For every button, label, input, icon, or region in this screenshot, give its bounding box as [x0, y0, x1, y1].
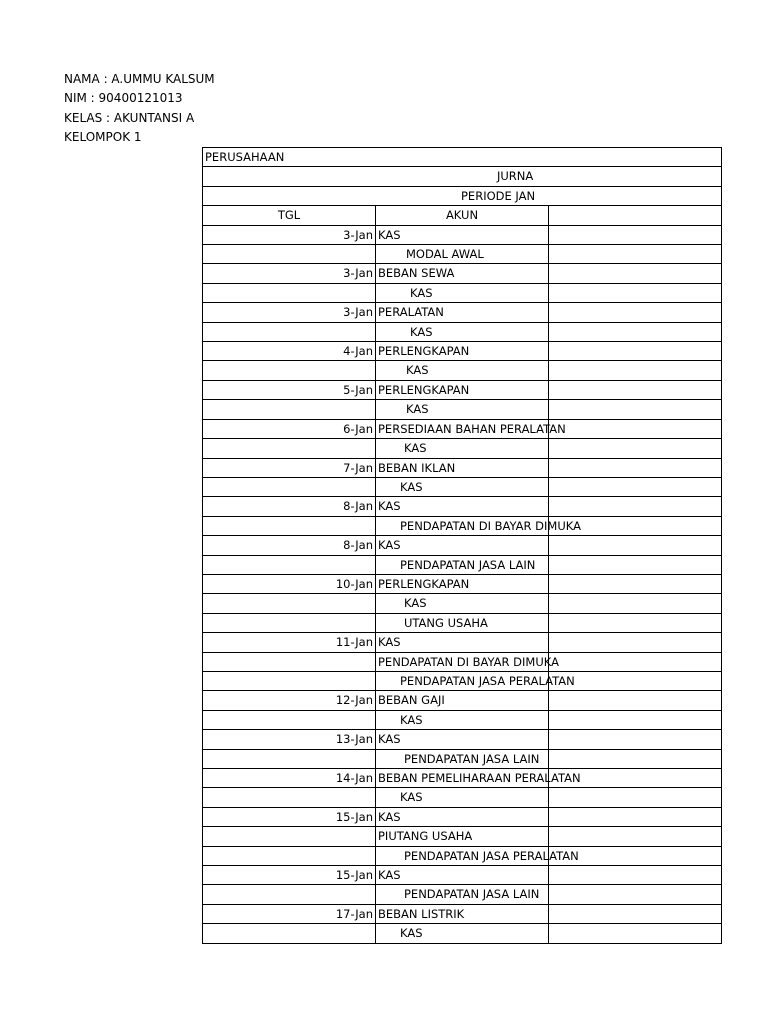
journal-debit-cell [549, 555, 722, 574]
journal-date-cell [203, 710, 376, 729]
journal-row [203, 555, 722, 574]
journal-header [203, 148, 722, 206]
journal-debit-cell [549, 477, 722, 496]
journal-account-cell: PENDAPATAN DI BAYAR DIMUKA [376, 516, 549, 535]
company-title: PERUSAHAAN [203, 148, 722, 167]
journal-debit-cell [549, 497, 722, 516]
journal-date-cell: 8-Jan [203, 536, 376, 555]
journal-account-cell: KAS [376, 322, 549, 341]
journal-row [203, 536, 722, 555]
journal-row [203, 342, 722, 361]
journal-date-cell [203, 400, 376, 419]
journal-debit-cell [549, 380, 722, 399]
journal-debit-cell [549, 458, 722, 477]
journal-debit-cell [549, 904, 722, 923]
journal-account-cell: PENDAPATAN JASA LAIN [376, 749, 549, 768]
journal-row [203, 458, 722, 477]
journal-date-cell: 17-Jan [203, 904, 376, 923]
journal-account-cell: KAS [376, 536, 549, 555]
journal-account-cell: KAS [376, 477, 549, 496]
journal-account-cell: KAS [376, 225, 549, 244]
journal-date-cell: 7-Jan [203, 458, 376, 477]
student-name: NAMA : A.UMMU KALSUM [64, 72, 215, 86]
column-header-account: AKUN [376, 206, 549, 225]
journal-account-cell: PERLENGKAPAN [376, 380, 549, 399]
journal-account-cell: KAS [376, 730, 549, 749]
journal-row [203, 885, 722, 904]
journal-date-cell: 10-Jan [203, 574, 376, 593]
column-header-date: TGL [203, 206, 376, 225]
journal-debit-cell [549, 303, 722, 322]
journal-row [203, 594, 722, 613]
journal-row [203, 710, 722, 729]
journal-date-cell [203, 788, 376, 807]
journal-row [203, 691, 722, 710]
journal-debit-cell [549, 264, 722, 283]
journal-account-cell: PERSEDIAAN BAHAN PERALATAN [376, 419, 549, 438]
journal-account-cell: KAS [376, 710, 549, 729]
journal-debit-cell [549, 788, 722, 807]
journal-debit-cell [549, 594, 722, 613]
journal-account-cell: BEBAN LISTRIK [376, 904, 549, 923]
journal-debit-cell [549, 283, 722, 302]
journal-debit-cell [549, 710, 722, 729]
journal-account-cell: PENDAPATAN JASA PERALATAN [376, 671, 549, 690]
journal-debit-cell [549, 225, 722, 244]
journal-account-cell: KAS [376, 807, 549, 826]
journal-row [203, 924, 722, 943]
journal-debit-cell [549, 691, 722, 710]
journal-debit-cell [549, 807, 722, 826]
journal-row [203, 904, 722, 923]
journal-date-cell: 13-Jan [203, 730, 376, 749]
journal-date-cell [203, 283, 376, 302]
journal-date-cell [203, 827, 376, 846]
journal-account-cell: MODAL AWAL [376, 245, 549, 264]
journal-account-cell: BEBAN IKLAN [376, 458, 549, 477]
journal-date-cell [203, 245, 376, 264]
journal-debit-cell [549, 885, 722, 904]
student-nim: NIM : 90400121013 [64, 91, 183, 106]
journal-account-cell: KAS [376, 361, 549, 380]
journal-account-cell: KAS [376, 924, 549, 943]
journal-row [203, 516, 722, 535]
journal-table [202, 147, 722, 944]
journal-debit-cell [549, 866, 722, 885]
journal-row [203, 361, 722, 380]
journal-debit-cell [549, 342, 722, 361]
journal-account-cell: PIUTANG USAHA [376, 827, 549, 846]
journal-date-cell [203, 749, 376, 768]
journal-row [203, 652, 722, 671]
journal-debit-cell [549, 322, 722, 341]
journal-account-cell: PENDAPATAN DI BAYAR DIMUKA [376, 652, 549, 671]
journal-date-cell [203, 555, 376, 574]
journal-date-cell: 6-Jan [203, 419, 376, 438]
student-class: KELAS : AKUNTANSI A [64, 110, 195, 125]
journal-row [203, 866, 722, 885]
journal-date-cell [203, 924, 376, 943]
journal-date-cell [203, 439, 376, 458]
journal-date-cell: 4-Jan [203, 342, 376, 361]
journal-debit-cell [549, 400, 722, 419]
journal-account-cell: KAS [376, 283, 549, 302]
journal-title: JURNA [203, 167, 722, 186]
journal-account-cell: BEBAN SEWA [376, 264, 549, 283]
journal-row [203, 477, 722, 496]
journal-date-cell [203, 652, 376, 671]
journal-date-cell: 3-Jan [203, 303, 376, 322]
journal-debit-cell [549, 536, 722, 555]
journal-row [203, 264, 722, 283]
journal-debit-cell [549, 924, 722, 943]
journal-date-cell: 15-Jan [203, 807, 376, 826]
journal-date-cell: 12-Jan [203, 691, 376, 710]
journal-debit-cell [549, 439, 722, 458]
journal-date-cell: 3-Jan [203, 225, 376, 244]
journal-date-cell [203, 322, 376, 341]
journal-date-cell: 11-Jan [203, 633, 376, 652]
journal-row [203, 807, 722, 826]
student-info [64, 70, 215, 148]
journal-date-cell [203, 613, 376, 632]
journal-row [203, 419, 722, 438]
journal-row [203, 400, 722, 419]
journal-account-cell: KAS [376, 866, 549, 885]
journal-row [203, 574, 722, 593]
journal-account-cell: PENDAPATAN JASA LAIN [376, 555, 549, 574]
journal-row [203, 613, 722, 632]
journal-date-cell: 14-Jan [203, 769, 376, 788]
journal-row [203, 322, 722, 341]
journal-account-cell: KAS [376, 497, 549, 516]
journal-row [203, 303, 722, 322]
journal-date-cell [203, 361, 376, 380]
journal-debit-cell [549, 574, 722, 593]
journal-date-cell: 15-Jan [203, 866, 376, 885]
journal-body [203, 206, 722, 943]
journal-date-cell: 8-Jan [203, 497, 376, 516]
journal-account-cell: KAS [376, 633, 549, 652]
journal-row [203, 225, 722, 244]
journal-account-cell: KAS [376, 788, 549, 807]
column-header-row [203, 206, 722, 225]
journal-table-container [202, 147, 581, 944]
journal-account-cell: BEBAN GAJI [376, 691, 549, 710]
journal-date-cell [203, 846, 376, 865]
journal-row [203, 788, 722, 807]
column-header-debit [549, 206, 722, 225]
journal-row [203, 730, 722, 749]
journal-row [203, 283, 722, 302]
journal-row [203, 749, 722, 768]
journal-row [203, 439, 722, 458]
journal-date-cell [203, 516, 376, 535]
journal-date-cell [203, 885, 376, 904]
journal-debit-cell [549, 749, 722, 768]
journal-account-cell: KAS [376, 400, 549, 419]
journal-row [203, 827, 722, 846]
journal-row [203, 671, 722, 690]
student-group: KELOMPOK 1 [64, 130, 142, 145]
journal-debit-cell [549, 827, 722, 846]
journal-account-cell: PERLENGKAPAN [376, 342, 549, 361]
journal-row [203, 380, 722, 399]
journal-debit-cell [549, 419, 722, 438]
journal-date-cell [203, 477, 376, 496]
journal-debit-cell [549, 245, 722, 264]
journal-row [203, 769, 722, 788]
journal-debit-cell [549, 730, 722, 749]
journal-row [203, 633, 722, 652]
journal-account-cell: PERALATAN [376, 303, 549, 322]
journal-date-cell: 5-Jan [203, 380, 376, 399]
journal-date-cell [203, 671, 376, 690]
journal-date-cell: 3-Jan [203, 264, 376, 283]
journal-account-cell: KAS [376, 439, 549, 458]
journal-account-cell: BEBAN PEMELIHARAAN PERALATAN [376, 769, 549, 788]
journal-debit-cell [549, 613, 722, 632]
journal-account-cell: KAS [376, 594, 549, 613]
journal-debit-cell [549, 633, 722, 652]
journal-debit-cell [549, 652, 722, 671]
journal-debit-cell [549, 361, 722, 380]
journal-account-cell: PERLENGKAPAN [376, 574, 549, 593]
journal-account-cell: UTANG USAHA [376, 613, 549, 632]
journal-row [203, 497, 722, 516]
journal-account-cell: PENDAPATAN JASA PERALATAN [376, 846, 549, 865]
journal-date-cell [203, 594, 376, 613]
journal-row [203, 245, 722, 264]
journal-account-cell: PENDAPATAN JASA LAIN [376, 885, 549, 904]
period-title: PERIODE JAN [203, 186, 722, 205]
journal-row [203, 846, 722, 865]
